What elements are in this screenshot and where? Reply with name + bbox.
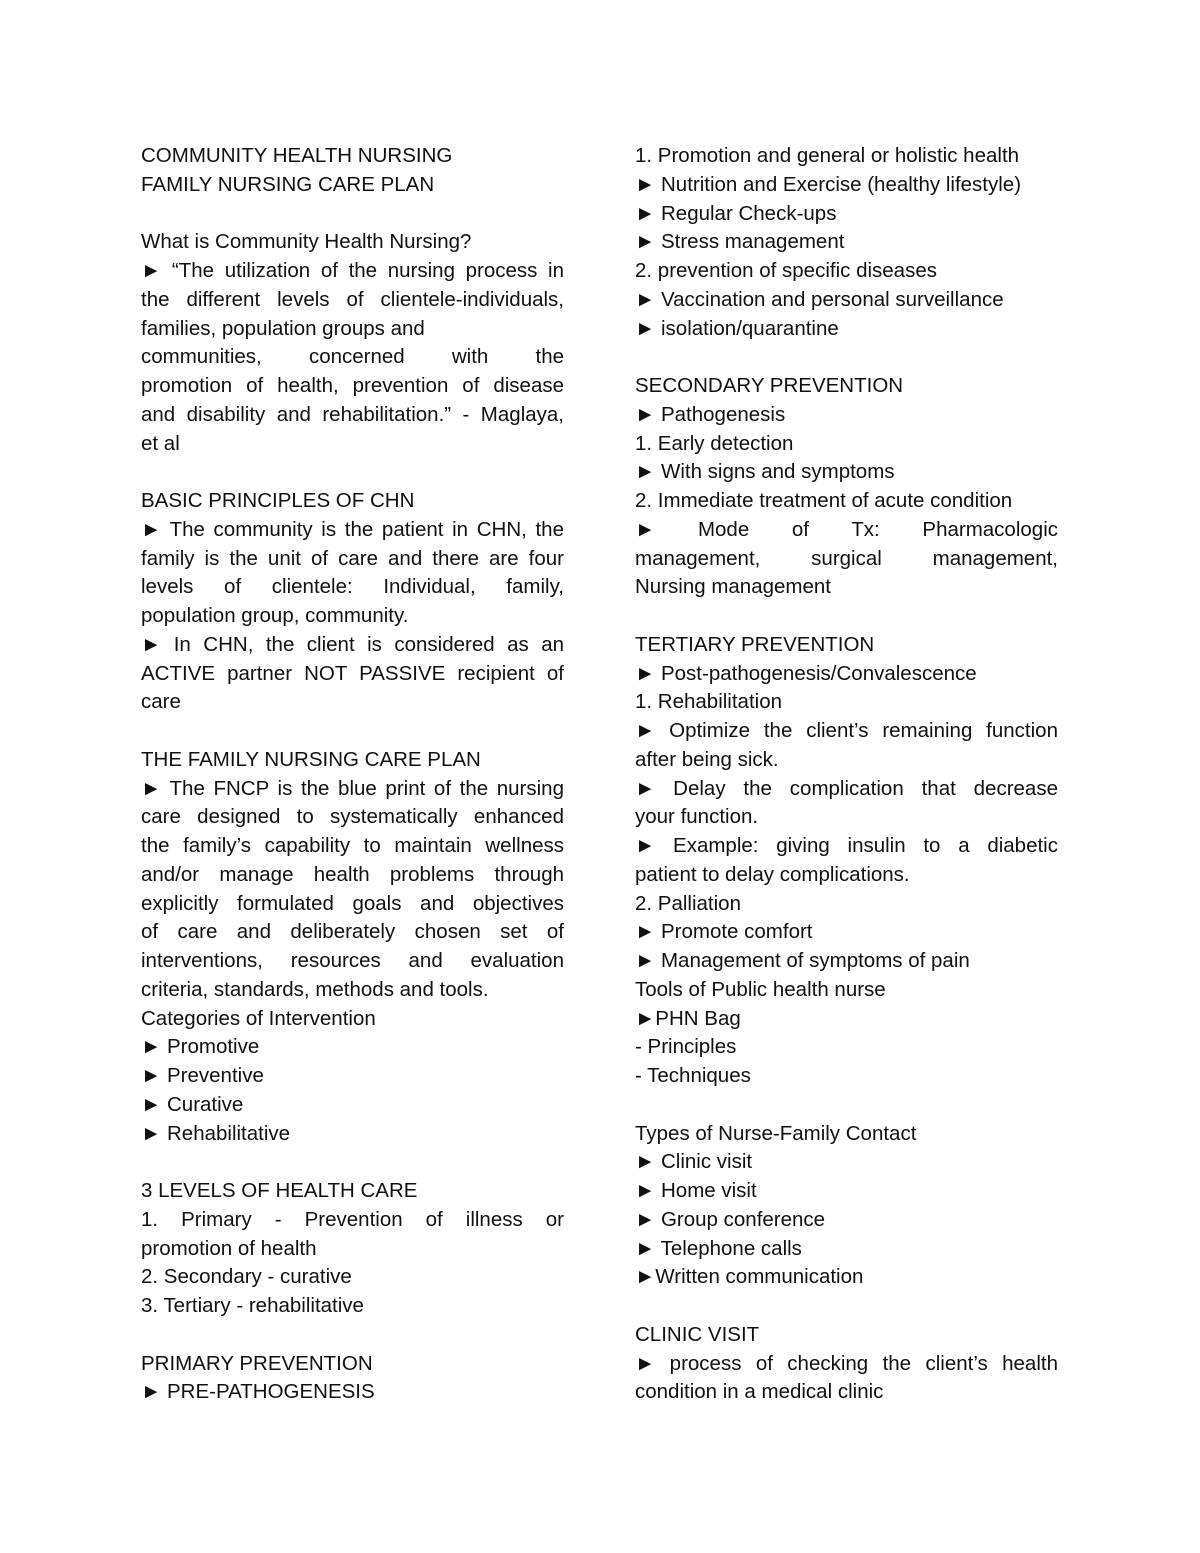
text-line: What is Community Health Nursing? (141, 230, 472, 254)
text-line: after being sick. (635, 747, 779, 771)
text-line: 2. Palliation (635, 891, 741, 915)
text-line: ► Curative (141, 1092, 244, 1116)
text-line: ► Mode of Tx: Pharmacologic (635, 517, 1058, 541)
left-column (141, 142, 564, 1407)
text-line: ► Group conference (635, 1207, 826, 1231)
text-line: ► Regular Check-ups (635, 201, 837, 225)
text-line: ► process of checking the client’s health (635, 1351, 1058, 1375)
text-line: ► “The utilization of the nursing process in (141, 259, 564, 282)
text-line: of care and deliberately chosen set of (141, 920, 564, 944)
text-line: interventions, resources and evaluation (141, 949, 564, 972)
text-line: ►PHN Bag (635, 1006, 741, 1030)
text-line: ► Stress management (635, 230, 845, 254)
text-line: Categories of Intervention (141, 1006, 376, 1030)
text-line: ►Written communication (635, 1265, 864, 1289)
text-line: FAMILY NURSING CARE PLAN (141, 172, 435, 196)
text-line: population group, community. (141, 604, 409, 627)
text-line: ► Clinic visit (635, 1150, 753, 1174)
text-line: ► Home visit (635, 1179, 757, 1202)
text-line: SECONDARY PREVENTION (635, 374, 904, 397)
text-line: ► Nutrition and Exercise (healthy lifestyle) (635, 172, 1022, 196)
text-line: ► Rehabilitative (141, 1121, 291, 1145)
text-line: ► Pathogenesis (635, 402, 786, 426)
blank-line (635, 1292, 1058, 1321)
blank-line (141, 458, 564, 487)
text-line: TERTIARY PREVENTION (635, 632, 875, 656)
text-line: ► Post-pathogenesis/Convalescence (635, 661, 977, 685)
text-line: ► Promotive (141, 1035, 260, 1059)
text-line: BASIC PRINCIPLES OF CHN (141, 489, 415, 512)
text-line: ACTIVE partner NOT PASSIVE recipient of (141, 661, 564, 685)
blank-line (635, 1091, 1058, 1120)
text-line: 1. Promotion and general or holistic health (635, 144, 1020, 167)
text-line: ► Example: giving insulin to a diabetic (635, 834, 1058, 857)
text-line: ► Management of symptoms of pain (635, 949, 970, 972)
blank-line (141, 1148, 564, 1177)
text-line: Types of Nurse-Family Contact (635, 1121, 917, 1145)
text-line: - Principles (635, 1035, 737, 1059)
text-line: ► PRE-PATHOGENESIS (141, 1380, 375, 1404)
text-line: CLINIC VISIT (635, 1322, 760, 1346)
text-line: communities, concerned with the (141, 345, 564, 369)
text-line: 2. Secondary - curative (141, 1265, 352, 1289)
text-line: THE FAMILY NURSING CARE PLAN (141, 747, 481, 771)
blank-line (635, 602, 1058, 631)
text-line: Nursing management (635, 575, 831, 599)
text-line: ► The community is the patient in CHN, the (141, 517, 564, 541)
text-line: the family’s capability to maintain wellness (141, 834, 564, 857)
text-line: 3 LEVELS OF HEALTH CARE (141, 1179, 418, 1202)
text-line: promotion of health (141, 1236, 317, 1260)
blank-line (141, 200, 564, 229)
text-line: the different levels of clientele-individuals, (141, 287, 564, 311)
text-line: and/or manage health problems through (141, 862, 564, 886)
text-line: and disability and rehabilitation.” - Maglaya, (141, 402, 564, 426)
text-line: ► Preventive (141, 1064, 264, 1087)
text-line: ► Telephone calls (635, 1236, 802, 1260)
text-line: 1. Early detection (635, 431, 794, 455)
text-line: 2. prevention of specific diseases (635, 259, 937, 282)
text-line: ► In CHN, the client is considered as an (141, 632, 564, 656)
text-line: your function. (635, 805, 759, 829)
text-line: ► The FNCP is the blue print of the nursing (141, 776, 564, 800)
text-line: levels of clientele: Individual, family, (141, 575, 564, 599)
text-line: families, population groups and (141, 316, 425, 340)
text-line: criteria, standards, methods and tools. (141, 977, 489, 1001)
text-line: ► Vaccination and personal surveillance (635, 287, 1004, 311)
text-line: 3. Tertiary - rehabilitative (141, 1294, 364, 1317)
text-line: patient to delay complications. (635, 862, 910, 886)
text-line: ► Promote comfort (635, 920, 813, 944)
right-column (635, 142, 1058, 1407)
blank-line (141, 1321, 564, 1350)
text-line: Tools of Public health nurse (635, 977, 886, 1001)
text-line: ► Delay the complication that decrease (635, 776, 1058, 800)
text-line: management, surgical management, (635, 546, 1058, 570)
text-line: family is the unit of care and there are four (141, 546, 564, 570)
text-line: explicitly formulated goals and objectives (141, 891, 564, 915)
text-line: - Techniques (635, 1064, 751, 1087)
text-line: ► isolation/quarantine (635, 316, 839, 340)
text-line: 1. Rehabilitation (635, 690, 783, 714)
blank-line (635, 343, 1058, 372)
text-line: 1. Primary - Prevention of illness or (141, 1207, 564, 1231)
blank-line (141, 717, 564, 746)
text-line: 2. Immediate treatment of acute condition (635, 489, 1013, 512)
text-line: condition in a medical clinic (635, 1380, 884, 1404)
text-line: et al (141, 431, 180, 455)
text-line: ► Optimize the client’s remaining function (635, 719, 1058, 742)
text-line: COMMUNITY HEALTH NURSING (141, 144, 453, 167)
text-line: care designed to systematically enhanced (141, 805, 564, 829)
text-line: promotion of health, prevention of disease (141, 374, 564, 397)
text-line: care (141, 690, 181, 714)
text-line: PRIMARY PREVENTION (141, 1351, 373, 1375)
text-line: ► With signs and symptoms (635, 460, 895, 484)
